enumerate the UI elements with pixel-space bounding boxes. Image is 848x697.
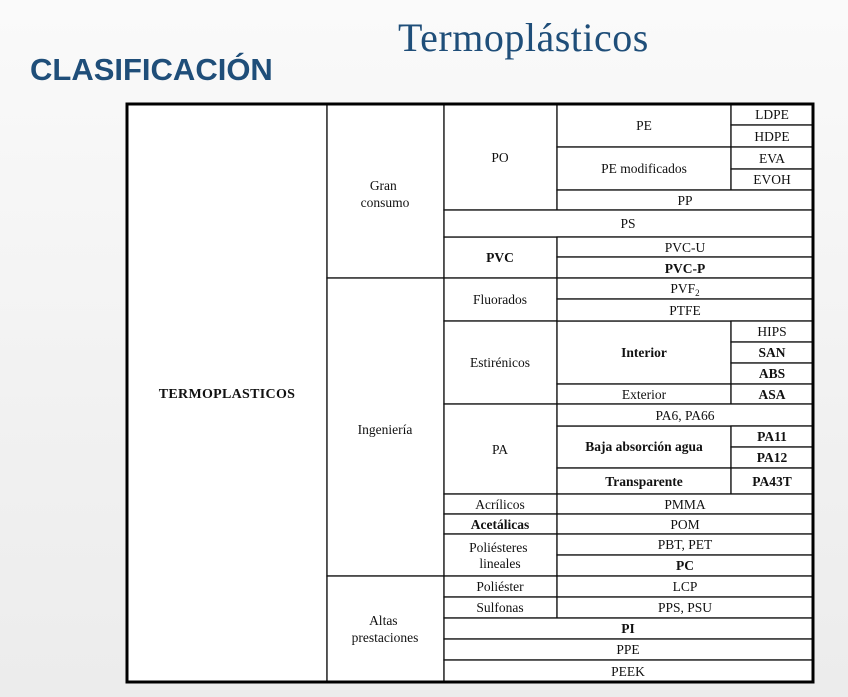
polymer-ppe-label: PPE	[616, 642, 640, 657]
polymer-hips-label: HIPS	[757, 324, 787, 339]
polymer-evoh-label: EVOH	[753, 172, 791, 187]
family-poliesteres-lineales-label: Poliésteres lineales	[469, 540, 528, 571]
group-gran-consumo-label: Gran consumo	[360, 178, 410, 210]
polymer-abs-label: ABS	[758, 366, 786, 381]
polymer-pa12-label: PA12	[756, 450, 788, 465]
family-poliester-label: Poliéster	[476, 579, 524, 594]
polymer-pp-label: PP	[677, 193, 693, 208]
group-ingenieria-label: Ingeniería	[357, 422, 413, 437]
polymer-pmma-label: PMMA	[664, 497, 706, 512]
page-title: Termoplásticos	[398, 15, 649, 60]
polymer-hdpe-label: HDPE	[754, 129, 790, 144]
family-fluorados-label: Fluorados	[473, 292, 527, 307]
polymer-pvc-u-label: PVC-U	[664, 240, 706, 255]
polymer-ptfe-label: PTFE	[669, 303, 701, 318]
polymer-ps-label: PS	[620, 216, 636, 231]
family-acrilicos-label: Acrílicos	[475, 497, 525, 512]
polymer-eva-label: EVA	[758, 151, 786, 166]
polymer-asa-label: ASA	[758, 387, 786, 402]
polymer-lcp-label: LCP	[672, 579, 698, 594]
polymer-pa11-label: PA11	[757, 429, 787, 444]
polymer-pvc-p-label: PVC-P	[664, 261, 706, 276]
polymer-pvf2-label: $PVF_2$	[670, 281, 700, 298]
root-label: TERMOPLASTICOS	[158, 387, 296, 402]
polymer-pbt-pet-label: PBT, PET	[657, 537, 713, 552]
subtype-interior-label: Interior	[621, 345, 667, 360]
family-pvc-label: PVC	[486, 250, 514, 265]
family-pa-label: PA	[491, 442, 509, 457]
family-estirenicos-label: Estirénicos	[470, 355, 530, 370]
subtype-pe-modificados-label: PE modificados	[601, 161, 687, 176]
family-sulfonas-label: Sulfonas	[476, 600, 524, 615]
subtype-transparente-label: Transparente	[605, 474, 683, 489]
polymer-peek-label: PEEK	[611, 664, 645, 679]
subtype-pe-label: PE	[636, 118, 652, 133]
family-po-label: PO	[491, 150, 509, 165]
polymer-pc-label: PC	[676, 558, 694, 573]
subtype-baja-absorcion-label: Baja absorción agua	[585, 439, 703, 454]
polymer-pa6-pa66-label: PA6, PA66	[655, 408, 715, 423]
polymer-san-label: SAN	[758, 345, 786, 360]
group-altas-prestaciones-label: Altas prestaciones	[351, 613, 419, 645]
polymer-pom-label: POM	[670, 517, 700, 532]
polymer-pi-label: PI	[621, 621, 635, 636]
polymer-pps-psu-label: PPS, PSU	[657, 600, 713, 615]
polymer-ldpe-label: LDPE	[755, 107, 789, 122]
page-subtitle: CLASIFICACIÓN	[30, 52, 273, 87]
group-altas-prestaciones-cell	[327, 576, 444, 682]
family-acetalicas-label: Acetálicas	[470, 517, 530, 532]
polymer-pa43t-label: PA43T	[752, 474, 792, 489]
subtype-exterior-label: Exterior	[621, 387, 667, 402]
